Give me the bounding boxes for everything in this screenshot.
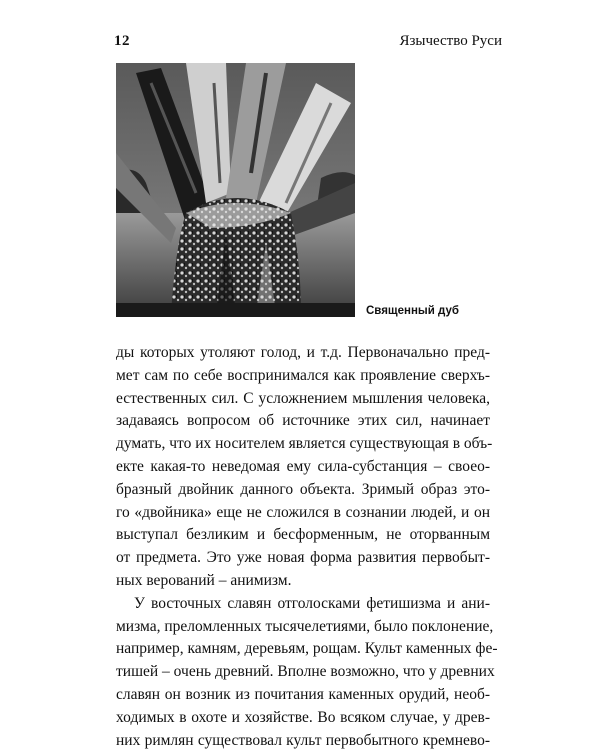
text-line: например, камням, деревьям, рощам. Культ каменных фе- [116,640,498,658]
text-line: от предмета. Это уже новая форма развития первобыт- [116,549,490,567]
text-line: них римлян существовал культ первобытного кремнево- [116,731,490,749]
body-text [116,342,498,752]
running-title: Язычество Руси [399,33,502,49]
text-line: думать, что их носителем является существующая в объ- [116,435,493,453]
page-number: 12 [114,33,130,49]
text-line: мет сам по себе воспринимался как проявление сверхъ- [116,366,490,384]
sacred-oak-photo [116,63,355,317]
text-line: задаваясь вопросом об источнике этих сил, начинает [116,412,490,430]
text-line: тишей – очень древний. Вполне возможно, что у древних [116,663,495,681]
text-line: го «двойника» еще не сложился в сознании людей, и он [116,503,490,521]
figure-caption: Священный дуб [366,305,459,317]
text-line: выступал безликим и бесформенным, не оторванным [116,526,490,544]
text-line: естественных сил. С усложнением мышления человека, [116,389,490,407]
text-line: мизма, преломленных тысячелетиями, было поклонение, [116,617,494,635]
text-line: ды которых утоляют голод, и т.д. Первоначально пред- [116,344,490,361]
text-line: славян он возник из почитания каменных орудий, необ- [116,685,490,703]
text-line: бразный двойник данного объекта. Зримый образ это- [116,480,490,498]
text-line: екте какая-то неведомая ему сила-субстанция – своео- [116,457,490,475]
text-line: ных верований – анимизм. [116,571,292,589]
text-line: У восточных славян отголосками фетишизма и ани- [134,594,490,612]
text-line: ходимых в охоте и хозяйстве. Во всяком случае, у древ- [116,708,490,726]
